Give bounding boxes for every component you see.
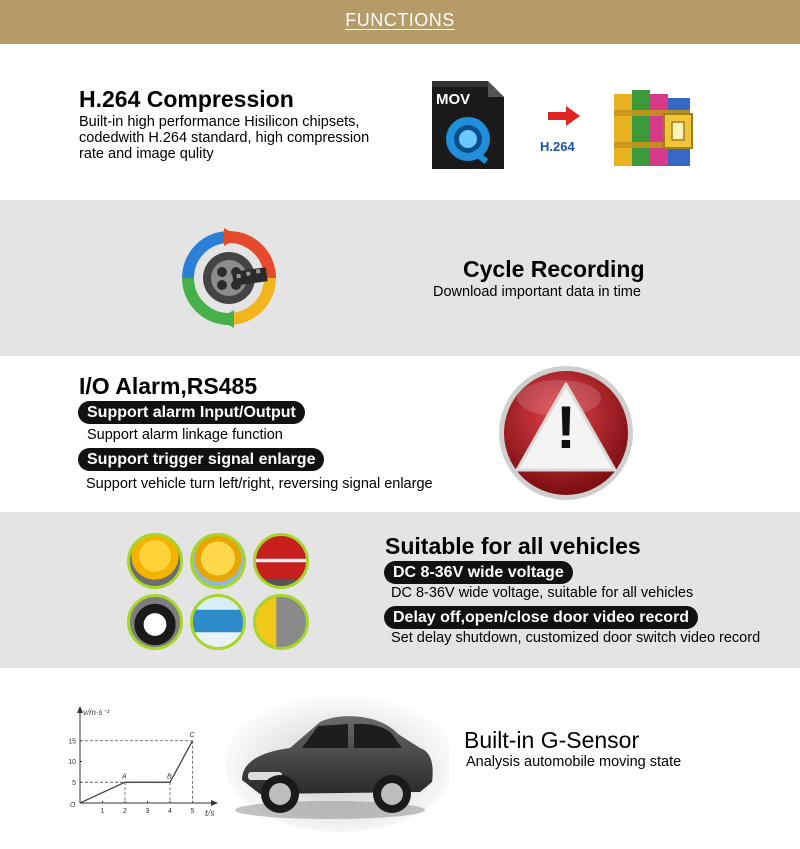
io-alarm-section xyxy=(0,356,800,512)
point-label: B xyxy=(167,773,172,781)
h264-arrow-label: H.264 xyxy=(540,139,575,154)
x-axis-arrow xyxy=(211,800,218,806)
h264-description xyxy=(79,114,369,162)
x-tick-label: 2 xyxy=(123,808,127,815)
point-label: O xyxy=(70,802,76,809)
city-bus-image xyxy=(190,594,246,650)
velocity-time-chart xyxy=(55,703,230,818)
g-sensor-title: Built-in G-Sensor xyxy=(464,727,640,753)
header-title: FUNCTIONS xyxy=(345,10,455,30)
double-decker-bus-image xyxy=(253,533,309,589)
cycle-recording-title: Cycle Recording xyxy=(463,256,645,282)
cycle-recording-icon xyxy=(170,218,288,338)
trigger-signal-description: Support vehicle turn left/right, reversing signal enlarge xyxy=(86,476,433,492)
warning-glyph: ! xyxy=(556,394,576,461)
point-label: C xyxy=(189,731,195,739)
h264-desc-line: Built-in high performance Hisilicon chipsets, xyxy=(79,114,360,130)
alarm-linkage-description: Support alarm linkage function xyxy=(87,427,283,443)
vehicles-title: Suitable for all vehicles xyxy=(385,533,641,559)
y-tick-label: 5 xyxy=(72,779,76,787)
cycle-recording-section xyxy=(0,200,800,356)
y-tick-label: 10 xyxy=(68,759,76,766)
h264-title: H.264 Compression xyxy=(79,86,294,112)
cycle-recording-description: Download important data in time xyxy=(433,284,641,300)
trigger-signal-pill: Support trigger signal enlarge xyxy=(78,448,324,471)
police-car-image xyxy=(127,594,183,650)
x-tick-label: 1 xyxy=(100,808,105,815)
door-record-description: Set delay shutdown, customized door switch video record xyxy=(391,630,761,646)
vehicles-section xyxy=(0,512,800,668)
y-axis-label: v/m·s⁻¹ xyxy=(83,708,110,717)
arrow-right-icon xyxy=(546,106,582,126)
warning-icon xyxy=(497,364,635,502)
y-tick-label: 15 xyxy=(68,738,76,746)
h264-desc-line: rate and image qulity xyxy=(79,146,214,162)
point-label: A xyxy=(122,773,127,781)
door-record-pill: Delay off,open/close door video record xyxy=(384,606,698,629)
x-tick-label: 3 xyxy=(145,808,150,815)
g-sensor-section xyxy=(0,668,800,849)
voltage-pill: DC 8-36V wide voltage xyxy=(384,561,573,584)
voltage-description: DC 8-36V wide voltage, suitable for all vehicles xyxy=(391,585,694,601)
truck-image xyxy=(253,594,309,650)
taxi-image xyxy=(127,533,183,589)
io-alarm-title: I/O Alarm,RS485 xyxy=(79,373,258,399)
compressed-books-icon xyxy=(612,84,694,170)
velocity-series-line xyxy=(80,741,193,803)
alarm-io-pill: Support alarm Input/Output xyxy=(78,401,305,424)
h264-desc-line: codedwith H.264 standard, high compression xyxy=(79,130,370,146)
x-tick-label: 4 xyxy=(168,808,172,815)
school-bus-image xyxy=(190,533,246,589)
mov-file-icon xyxy=(430,79,506,171)
x-tick-label: 5 xyxy=(190,808,195,815)
car-image xyxy=(220,682,450,842)
x-axis-label: t/s xyxy=(205,808,215,818)
h264-section xyxy=(0,44,800,200)
functions-header xyxy=(0,0,800,44)
g-sensor-description: Analysis automobile moving state xyxy=(466,754,682,770)
mov-label: MOV xyxy=(436,91,471,108)
